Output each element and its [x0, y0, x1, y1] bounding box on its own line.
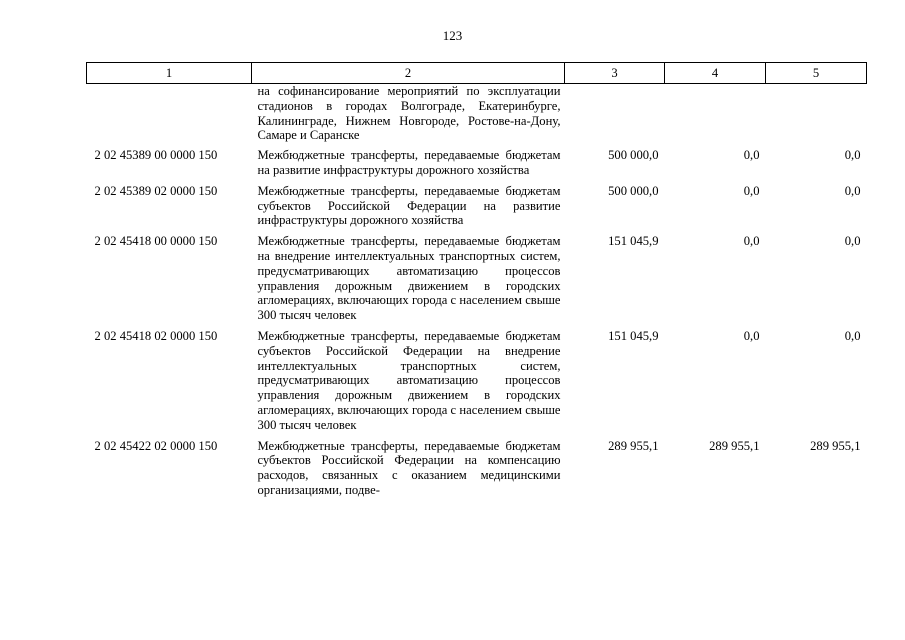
value-cell-col3: 289 955,1 — [608, 438, 659, 453]
value-cell-col4: 0,0 — [743, 183, 760, 198]
value-cell-col5: 0,0 — [844, 328, 861, 343]
value-cell-col4: 289 955,1 — [709, 438, 760, 453]
code-cell: 2 02 45389 00 0000 150 — [94, 148, 218, 163]
table-row — [87, 327, 867, 437]
column-header-3: 3 — [565, 63, 665, 84]
column-header-2: 2 — [252, 63, 565, 84]
description-cell: Межбюджетные трансферты, передаваемые бюджетам субъектов Российской Федерации на компенсацию расходов, связанных с оказанием медицинскими организациями, подве- — [257, 438, 561, 497]
value-cell-col5: 0,0 — [844, 183, 861, 198]
column-header-5: 5 — [766, 63, 867, 84]
value-cell-col3: 500 000,0 — [608, 183, 659, 198]
description-cell: Межбюджетные трансферты, передаваемые бюджетам субъектов Российской Федерации на внедрение интеллектуальных транспортных систем, предусматривающих автоматизацию процессов управления дорожным движением в городских агломерациях, включающих города с населением свыше 300 тысяч человек — [257, 328, 561, 432]
description-cell: Межбюджетные трансферты, передаваемые бюджетам субъектов Российской Федерации на развитие инфраструктуры дорожного хозяйства — [257, 183, 561, 228]
code-cell — [87, 84, 252, 147]
code-cell: 2 02 45418 02 0000 150 — [94, 328, 218, 343]
table-row — [87, 182, 867, 232]
value-cell-col3: 500 000,0 — [608, 148, 659, 163]
column-header-1: 1 — [87, 63, 252, 84]
value-cell-col4: 0,0 — [743, 148, 760, 163]
description-cell: Межбюджетные трансферты, передаваемые бюджетам на развитие инфраструктуры дорожного хозяйства — [257, 148, 561, 177]
value-cell-col4: 0,0 — [743, 234, 760, 249]
value-cell-col5: 0,0 — [844, 148, 861, 163]
value-cell-col3: 151 045,9 — [608, 234, 659, 249]
column-header-4: 4 — [665, 63, 766, 84]
value-cell-col5: 289 955,1 — [810, 438, 861, 453]
code-cell: 2 02 45418 00 0000 150 — [94, 234, 218, 249]
value-cell-col5: 0,0 — [844, 234, 861, 249]
value-cell-col3: 151 045,9 — [608, 328, 659, 343]
table-row — [87, 232, 867, 327]
table-row-continuation — [87, 84, 867, 147]
page-number: 123 — [442, 28, 463, 43]
value-cell-col4: 0,0 — [743, 328, 760, 343]
table-row — [87, 437, 867, 502]
description-cell: Межбюджетные трансферты, передаваемые бюджетам на внедрение интеллектуальных транспортных систем, предусматривающих автоматизацию процессов управления дорожным движением в городских агломерациях, включающих города с населением свыше 300 тысяч человек — [257, 234, 561, 323]
budget-table — [86, 62, 867, 502]
code-cell: 2 02 45389 02 0000 150 — [94, 183, 218, 198]
table-header — [87, 63, 867, 84]
table-row — [87, 146, 867, 182]
code-cell: 2 02 45422 02 0000 150 — [94, 438, 218, 453]
description-cell: на софинансирование мероприятий по эксплуатации стадионов в городах Волгограде, Екатеринбурге, Калининграде, Нижнем Новгороде, Ростове-на-Дону, Самаре и Саранске — [257, 84, 561, 143]
